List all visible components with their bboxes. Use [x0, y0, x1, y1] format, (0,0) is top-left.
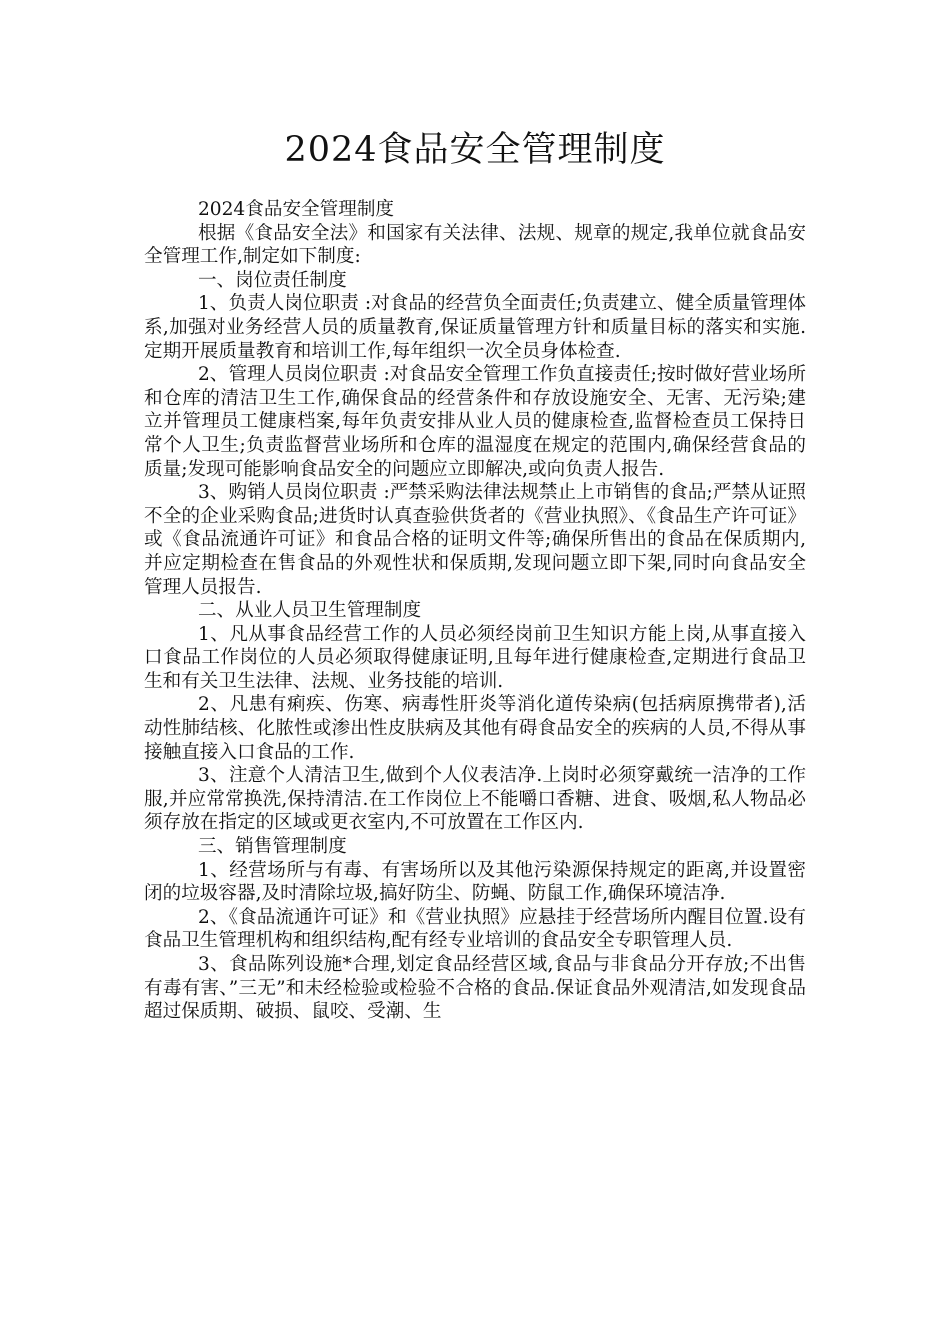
paragraph-admin-duties: 2、管理人员岗位职责 :对食品安全管理工作负直接责任;按时做好营业场所和仓库的清洁卫生工作,确保食品的经营条件和存放设施安全、无害、无污染;建立并管理员工健康档案,每年负责安排从业人员的健康检查,监督检查员工保持日常个人卫生;负责监督营业场所和仓库的温湿度在规定的范围内,确保经营食品的质量;发现可能影响食品安全的问题应立即解决,或向负责人报告. — [144, 364, 806, 480]
section-heading-job-responsibility: 一、岗位责任制度 — [197, 269, 347, 291]
document-body — [144, 198, 806, 1024]
paragraph-licenses-display: 2、《食品流通许可证》和《营业执照》应悬挂于经营场所内醒目位置.设有食品卫生管理机构和组织结构,配有经专业培训的食品安全专职管理人员. — [144, 906, 806, 952]
section-heading-staff-hygiene: 二、从业人员卫生管理制度 — [197, 600, 422, 622]
paragraph-hygiene-training: 1、凡从事食品经营工作的人员必须经岗前卫生知识方能上岗,从事直接入口食品工作岗位的人员必须取得健康证明,且每年进行健康检查,定期进行食品卫生和有关卫生法律、法规、业务技能的培训. — [144, 623, 806, 692]
paragraph-purchase-sales-duties: 3、购销人员岗位职责 :严禁采购法律法规禁止上市销售的食品;严禁从证照不全的企业采购食品;进货时认真查验供货者的《营业执照》、《食品生产许可证》或《食品流通许可证》和食品合格的证明文件等;确保所售出的食品在保质期内,并应定期检查在售食品的外观性状和保质期,发现问题立即下架,同时向食品安全管理人员报告. — [144, 482, 806, 598]
paragraph-premises-environment: 1、经营场所与有毒、有害场所以及其他污染源保持规定的距离,并设置密闭的垃圾容器,及时清除垃圾,搞好防尘、防蝇、防鼠工作,确保环境洁净. — [144, 859, 806, 905]
paragraph-intro: 根据《食品安全法》和国家有关法律、法规、规章的规定,我单位就食品安全管理工作,制定如下制度: — [144, 222, 806, 268]
paragraph-manager-duties: 1、负责人岗位职责 :对食品的经营负全面责任;负责建立、健全质量管理体系,加强对业务经营人员的质量教育,保证质量管理方针和质量目标的落实和实施.定期开展质量教育和培训工作,每年组织一次全员身体检查. — [144, 293, 806, 362]
section-heading-sales-management: 三、销售管理制度 — [197, 836, 347, 858]
paragraph-subtitle: 2024食品安全管理制度 — [197, 199, 395, 220]
paragraph-disease-restriction: 2、凡患有痢疾、伤寒、病毒性肝炎等消化道传染病(包括病原携带者),活动性肺结核、化脓性或渗出性皮肤病及其他有碍食品安全的疾病的人员,不得从事接触直接入口食品的工作. — [144, 694, 806, 763]
paragraph-food-display: 3、食品陈列设施*合理,划定食品经营区域,食品与非食品分开存放;不出售有毒有害、”三无”和未经检验或检验不合格的食品.保证食品外观清洁,如发现食品超过保质期、破损、鼠咬、受潮、生 — [144, 954, 806, 1023]
paragraph-personal-hygiene: 3、注意个人清洁卫生,做到个人仪表洁净.上岗时必须穿戴统一洁净的工作服,并应常常换洗,保持清洁.在工作岗位上不能嚼口香糖、进食、吸烟,私人物品必须存放在指定的区域或更衣室内,不可放置在工作区内. — [144, 765, 806, 834]
document-title: 2024食品安全管理制度 — [284, 130, 666, 170]
